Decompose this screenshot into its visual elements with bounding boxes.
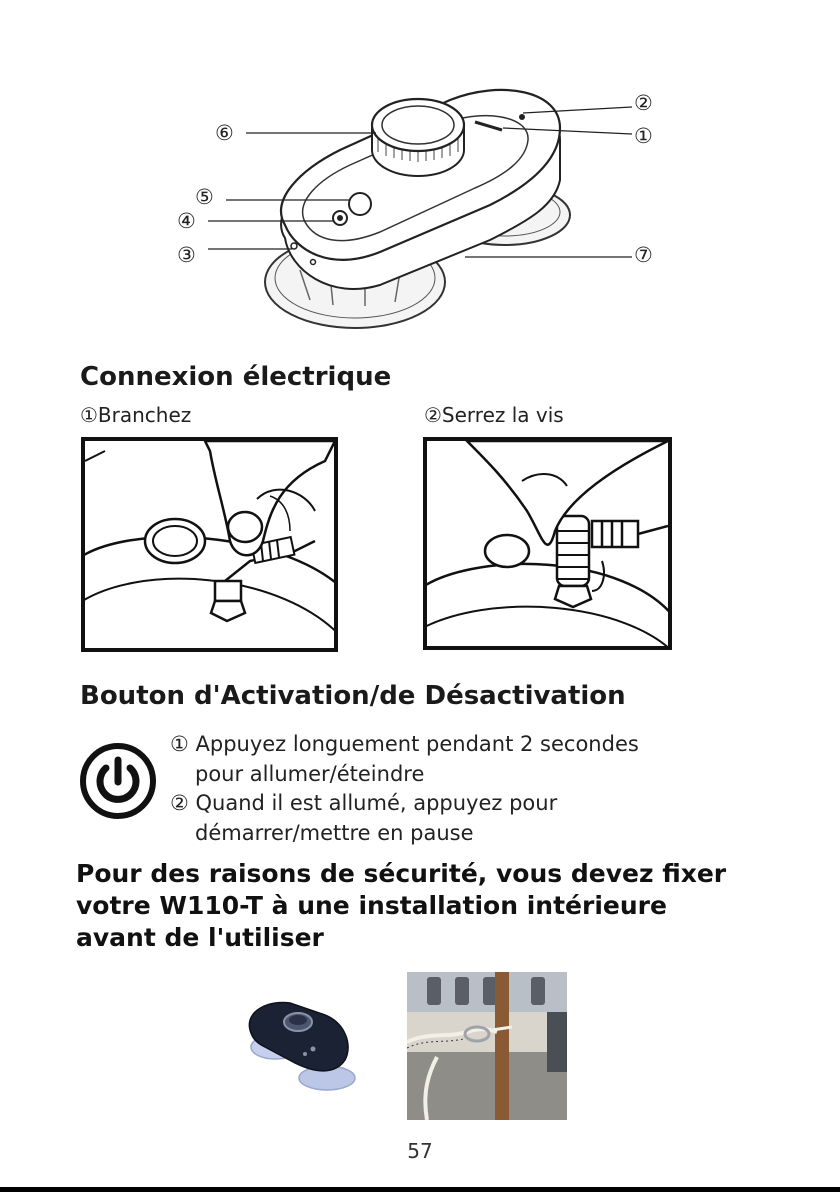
callout-7: ⑦ (634, 243, 653, 267)
safety-warning (76, 858, 796, 954)
power-icon (79, 742, 157, 820)
power-instruction-1-cont: pour allumer/éteindre (195, 762, 425, 786)
robot-illustration (0, 0, 840, 350)
robot-diagram (0, 0, 840, 350)
section-title-electrical: Connexion électrique (80, 362, 392, 392)
step-label-screw: ②Serrez la vis (424, 403, 564, 427)
bottom-rule (0, 1187, 840, 1192)
illustration-plug-in (81, 437, 338, 652)
power-instruction-2: ② Quand il est allumé, appuyez pour (170, 791, 558, 815)
page-number: 57 (407, 1139, 433, 1163)
callout-3: ③ (177, 243, 196, 267)
photo-robot (235, 975, 390, 1120)
illustration-tighten-screw (423, 437, 672, 650)
photo-safety-rope (407, 972, 567, 1120)
safety-line-3: avant de l'utiliser (76, 923, 324, 952)
safety-line-1: Pour des raisons de sécurité, vous devez fixer (76, 859, 727, 888)
callout-5: ⑤ (195, 185, 214, 209)
power-instruction-2-cont: démarrer/mettre en pause (195, 821, 474, 845)
power-instruction-1: ① Appuyez longuement pendant 2 secondes (170, 732, 639, 756)
safety-line-2: votre W110-T à une installation intérieure (76, 891, 667, 920)
callout-6: ⑥ (215, 121, 234, 145)
callout-2: ② (634, 91, 653, 115)
callout-4: ④ (177, 209, 196, 233)
step-label-plug: ①Branchez (80, 403, 192, 427)
section-title-power: Bouton d'Activation/de Désactivation (80, 681, 626, 711)
callout-1: ① (634, 124, 653, 148)
